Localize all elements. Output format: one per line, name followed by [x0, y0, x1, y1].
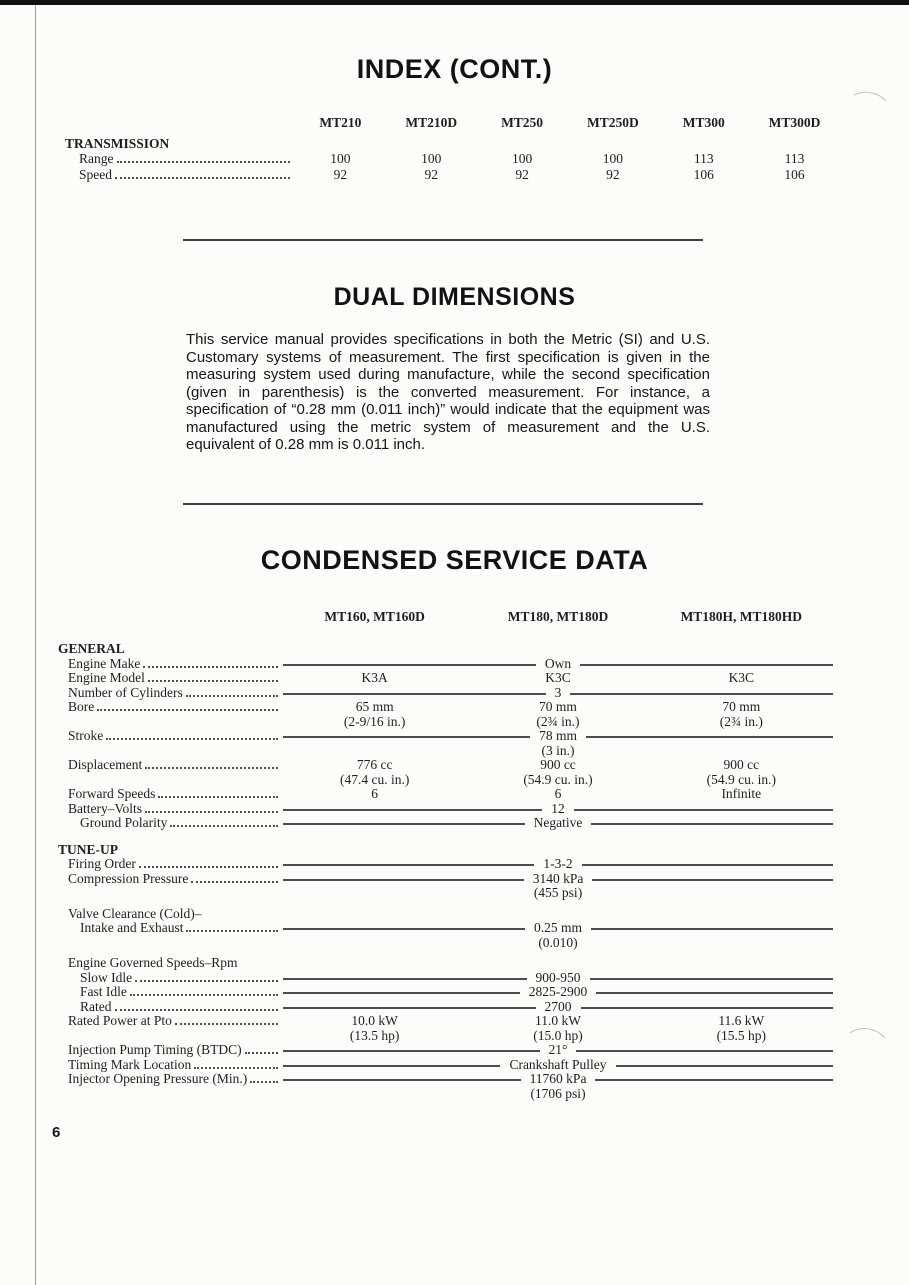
- rule-segment: [582, 864, 833, 866]
- span-line: [283, 816, 833, 831]
- row-label: Engine Make: [68, 655, 141, 671]
- table-row: [58, 686, 833, 701]
- row-label: Engine Model: [68, 670, 145, 685]
- cell-value: 92: [606, 166, 620, 182]
- row-label: Rated: [80, 998, 112, 1014]
- rule-segment: [595, 1079, 833, 1081]
- cell-sub-value: (2¾ in.): [719, 713, 763, 729]
- cell-sub-value: (13.5 hp): [349, 1027, 400, 1043]
- row-label: Range: [79, 151, 114, 166]
- rule-segment: [283, 1050, 540, 1052]
- table-row: [58, 1058, 833, 1073]
- row-label: Compression Pressure: [68, 870, 189, 886]
- dotted-leader: [194, 1067, 278, 1069]
- span-value: 3140 kPa: [532, 870, 584, 886]
- group-label: TUNE-UP: [58, 841, 118, 857]
- table-row: [58, 787, 833, 802]
- csd-column-header: MT180, MT180D: [507, 609, 609, 624]
- index-header-spacer: [65, 116, 295, 131]
- rule-segment: [576, 1050, 833, 1052]
- dotted-leader: [148, 680, 278, 682]
- rule-segment: [283, 864, 534, 866]
- index-column-header: MT300D: [768, 115, 821, 130]
- rule-segment: [283, 992, 520, 994]
- dotted-leader: [135, 980, 278, 982]
- dotted-leader: [250, 1081, 278, 1083]
- row-label: Ground Polarity: [80, 815, 168, 830]
- page-number: 6: [52, 1124, 61, 1141]
- index-column-header-row: [65, 116, 840, 131]
- dotted-leader: [115, 177, 290, 179]
- table-row: [58, 1043, 833, 1058]
- span-value: 2825-2900: [528, 984, 588, 999]
- cell-value: 900 cc: [540, 757, 576, 772]
- rule-segment: [283, 823, 525, 825]
- span-line: [283, 1058, 833, 1073]
- span-value: 2700: [544, 998, 572, 1014]
- row-label: Intake and Exhaust: [80, 920, 184, 935]
- rule-segment: [283, 978, 527, 980]
- span-value: Crankshaft Pulley: [509, 1056, 607, 1072]
- cell-sub-value: (15.5 hp): [716, 1027, 767, 1043]
- cell-value: K3C: [728, 670, 755, 685]
- dotted-leader: [130, 994, 278, 996]
- index-column-header: MT250D: [587, 115, 639, 130]
- csd-group-tune-up: [58, 843, 833, 1102]
- table-row: [58, 802, 833, 817]
- cell-value: Infinite: [721, 786, 762, 801]
- scan-top-edge: [0, 0, 909, 5]
- dotted-leader: [145, 811, 278, 813]
- span-value: 78 mm: [539, 728, 577, 743]
- row-label: Fast Idle: [80, 984, 127, 999]
- rule-segment: [283, 736, 530, 738]
- span-value: 11760 kPa: [529, 1071, 587, 1086]
- table-row: [58, 872, 833, 901]
- table-row: [58, 671, 833, 686]
- row-label: Valve Clearance (Cold)–: [68, 905, 202, 921]
- rule-segment: [616, 1065, 833, 1067]
- rule-segment: [574, 809, 833, 811]
- dotted-leader: [145, 767, 278, 769]
- span-line: [283, 971, 833, 986]
- table-row: [58, 1014, 833, 1043]
- span-line: [283, 1000, 833, 1015]
- cell-value: K3A: [361, 670, 388, 685]
- span-line: [283, 1072, 833, 1087]
- row-label: Number of Cylinders: [68, 684, 183, 700]
- span-value: Own: [544, 655, 572, 671]
- rule-segment: [283, 809, 542, 811]
- cell-value: 100: [330, 151, 351, 166]
- index-column-header: MT210D: [405, 115, 458, 130]
- span-line: [283, 1043, 833, 1058]
- row-label: Battery–Volts: [68, 800, 142, 816]
- span-value: Negative: [533, 815, 583, 830]
- cell-value: 70 mm: [539, 699, 577, 714]
- cell-value: 92: [515, 166, 529, 182]
- row-label: Speed: [79, 166, 112, 182]
- dotted-leader: [106, 738, 278, 740]
- cell-value: 92: [424, 166, 438, 182]
- dotted-leader: [186, 695, 278, 697]
- table-row: [58, 816, 833, 831]
- cell-value: 113: [693, 151, 714, 166]
- span-value: 3: [554, 684, 562, 700]
- dotted-leader: [117, 161, 291, 163]
- cell-value: 65 mm: [355, 699, 394, 714]
- row-label: Firing Order: [68, 856, 136, 871]
- cell-value: 106: [784, 166, 805, 182]
- table-row: [58, 985, 833, 1000]
- index-title: INDEX (CONT.): [356, 54, 553, 84]
- cell-value: K3C: [545, 670, 571, 685]
- row-label: Displacement: [68, 757, 143, 772]
- cell-value: 776 cc: [356, 757, 393, 772]
- table-row: [58, 700, 833, 729]
- cell-sub-value: (47.4 cu. in.): [339, 771, 410, 787]
- csd-column-header: MT180H, MT180HD: [680, 609, 803, 624]
- span-line: [283, 921, 833, 936]
- dotted-leader: [245, 1052, 278, 1054]
- cell-value: 10.0 kW: [351, 1013, 398, 1028]
- cell-value: 11.0 kW: [534, 1013, 581, 1028]
- cell-value: 6: [554, 786, 562, 801]
- section-rule: [183, 239, 703, 241]
- rule-segment: [283, 1007, 536, 1009]
- dual-dimensions-paragraph: This service manual provides specifications in both the Metric (SI) and U.S. Customary systems of measurement. The first specification is given in the measuring system used during manufacture, while the second specification (given in parenthesis) is the converted measurement. For instance, a specification of “0.28 mm (0.011 inch)” would indicate that the equipment was manufactured using the metric system of measurement and the U.S. equivalent of 0.28 mm is 0.011 inch.: [186, 331, 710, 453]
- rule-segment: [590, 978, 834, 980]
- index-column-header: MT300: [682, 115, 725, 130]
- paper-curl-top: [844, 88, 893, 127]
- row-label: Forward Speeds: [68, 786, 156, 801]
- row-label: Injection Pump Timing (BTDC): [68, 1042, 242, 1057]
- cell-sub-value: (54.9 cu. in.): [706, 771, 776, 787]
- table-row: [58, 971, 833, 986]
- condensed-service-data-title: CONDENSED SERVICE DATA: [260, 545, 649, 575]
- cell-value: 100: [421, 151, 442, 166]
- rule-segment: [586, 736, 833, 738]
- rule-segment: [283, 693, 546, 695]
- rule-segment: [283, 879, 524, 881]
- cell-value: 70 mm: [722, 699, 761, 714]
- span-value: 0.25 mm: [534, 920, 583, 935]
- rule-segment: [570, 693, 833, 695]
- row-label: Slow Idle: [80, 969, 133, 985]
- table-row: [58, 758, 833, 787]
- dotted-leader: [175, 1023, 278, 1025]
- csd-column-header-row: [58, 609, 833, 625]
- rule-segment: [580, 664, 833, 666]
- span-value: 1-3-2: [543, 856, 573, 871]
- dual-dimensions-title: DUAL DIMENSIONS: [333, 283, 576, 311]
- dotted-leader: [191, 881, 278, 883]
- row-label: Injector Opening Pressure (Min.): [68, 1071, 248, 1086]
- cell-value: 100: [602, 151, 624, 166]
- span-line: [283, 729, 833, 744]
- table-subheader-row: [58, 907, 833, 922]
- span-line: [283, 686, 833, 701]
- cell-sub-value: (54.9 cu. in.): [523, 771, 593, 787]
- cell-value: 113: [784, 151, 805, 166]
- span-line: [283, 857, 833, 872]
- cell-value: 6: [371, 786, 379, 801]
- rule-segment: [581, 1007, 834, 1009]
- cell-sub-value: (2¾ in.): [536, 713, 580, 729]
- index-column-header: MT250: [501, 115, 544, 130]
- csd-table: [58, 642, 833, 1101]
- rule-segment: [591, 928, 833, 930]
- cell-value: 11.6 kW: [718, 1013, 765, 1028]
- table-row: [58, 1000, 833, 1015]
- span-line: [283, 657, 833, 672]
- paper-curl-bottom: [837, 1025, 893, 1078]
- span-sub-value: (1706 psi): [530, 1085, 586, 1101]
- row-label: Engine Governed Speeds–Rpm: [68, 955, 238, 970]
- rule-segment: [283, 664, 536, 666]
- dotted-leader: [170, 825, 278, 827]
- csd-header-spacer: [58, 609, 283, 625]
- table-row: [65, 152, 840, 167]
- dotted-leader: [115, 1009, 279, 1011]
- index-group-label: TRANSMISSION: [65, 135, 170, 151]
- group-label: GENERAL: [58, 641, 125, 656]
- dotted-leader: [186, 930, 278, 932]
- section-rule: [183, 503, 703, 505]
- row-label: Rated Power at Pto: [68, 1013, 172, 1028]
- index-column-header: MT210: [319, 115, 362, 130]
- cell-value: 900 cc: [723, 757, 760, 772]
- span-value: 12: [551, 800, 565, 816]
- span-value: 21°: [548, 1042, 568, 1057]
- rule-segment: [591, 823, 833, 825]
- span-line: [283, 802, 833, 817]
- table-row: [58, 857, 833, 872]
- span-sub-value: (455 psi): [533, 885, 583, 900]
- rule-segment: [592, 879, 833, 881]
- dotted-leader: [139, 866, 278, 868]
- span-sub-value: (0.010): [538, 934, 578, 950]
- table-row: [58, 1072, 833, 1101]
- row-label: Stroke: [68, 728, 104, 743]
- dotted-leader: [158, 796, 278, 798]
- rule-segment: [283, 1079, 521, 1081]
- dotted-leader: [143, 666, 278, 668]
- table-row: [58, 729, 833, 758]
- dotted-leader: [97, 709, 278, 711]
- span-line: [283, 872, 833, 887]
- row-label: Timing Mark Location: [68, 1056, 192, 1072]
- index-table: [65, 116, 840, 182]
- span-sub-value: (3 in.): [541, 742, 575, 758]
- cell-value: 100: [511, 151, 533, 166]
- cell-sub-value: (2-9/16 in.): [343, 713, 406, 729]
- row-label: Bore: [68, 699, 95, 714]
- rule-segment: [283, 1065, 500, 1067]
- table-row: [58, 921, 833, 950]
- span-value: 900-950: [535, 969, 581, 985]
- csd-group-general: [58, 642, 833, 831]
- csd-column-header: MT160, MT160D: [324, 609, 425, 624]
- table-row: [65, 168, 840, 183]
- cell-value: 106: [693, 166, 714, 182]
- table-row: [58, 657, 833, 672]
- table-subheader-row: [58, 956, 833, 971]
- rule-segment: [596, 992, 833, 994]
- cell-value: 92: [333, 166, 348, 182]
- span-line: [283, 985, 833, 1000]
- cell-sub-value: (15.0 hp): [533, 1027, 583, 1043]
- scan-left-edge: [35, 5, 36, 1285]
- rule-segment: [283, 928, 525, 930]
